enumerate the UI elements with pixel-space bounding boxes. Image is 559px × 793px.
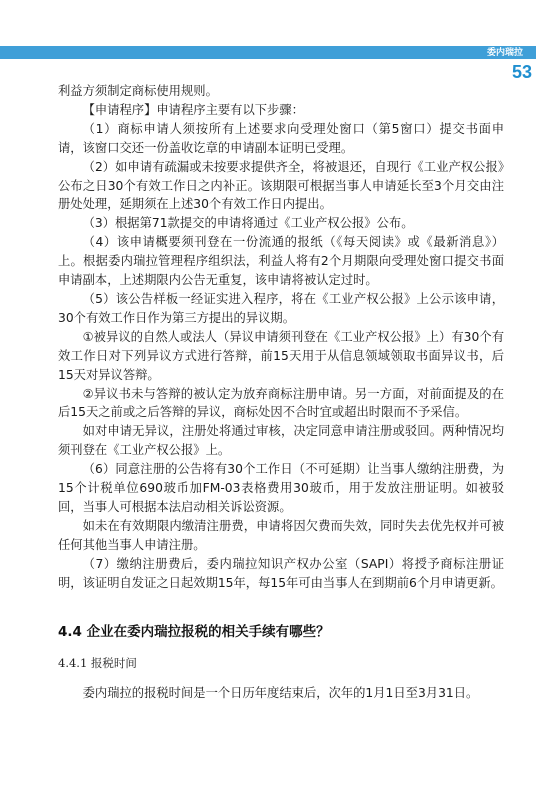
body-text [58, 82, 504, 592]
body-paragraph: （4）该申请概要须刊登在一份流通的报纸（《每天阅读》或《最新消息》）上。根据委内瑞拉管理程序组织法，利益人将有2个月期限向受理处窗口提交书面申请副本，上述期限内公告无重复，该申请将被认定过时。 [58, 235, 504, 288]
body-paragraph: （7）缴纳注册费后，委内瑞拉知识产权办公室（SAPI）将授予商标注册证明，该证明自发证之日起效期15年，每15年可由当事人在到期前6个月申请更新。 [58, 556, 504, 590]
body-paragraph: 【申请程序】申请程序主要有以下步骤： [82, 102, 304, 117]
subsection-paragraph: 委内瑞拉的报税时间是一个日历年度结束后，次年的1月1日至3月31日。 [82, 686, 479, 700]
subsection-title: 4.4.1 报税时间 [58, 656, 137, 670]
body-paragraph: 如对申请无异议，注册处将通过审核，决定同意申请注册或驳回。两种情况均须刊登在《工业产权公报》上。 [58, 424, 504, 458]
running-header-label: 委内瑞拉 [486, 48, 523, 58]
page-number: 53 [512, 62, 533, 82]
body-paragraph: ①被异议的自然人或法人（异议申请须刊登在《工业产权公报》上）有30个有效工作日对下列异议方式进行答辩，前15天用于从信息领域领取书面异议书，后15天对异议答辩。 [58, 329, 504, 382]
body-paragraph: 如未在有效期限内缴清注册费，申请将因欠费而失效，同时失去优先权并可被任何其他当事人申请注册。 [58, 518, 504, 552]
body-paragraph: 利益方须制定商标使用规则。 [58, 84, 218, 98]
body-paragraph: （5）该公告样板一经证实进入程序，将在《工业产权公报》上公示该申请，30个有效工作日作为第三方提出的异议期。 [58, 291, 504, 325]
body-paragraph: （6）同意注册的公告将有30个工作日（不可延期）让当事人缴纳注册费，为15个计税单位690玻币加FM-03表格费用30玻币，用于发放注册证明。如被驳回，当事人可根据本法启动相关诉讼资源。 [58, 462, 504, 514]
body-paragraph: （1）商标申请人须按所有上述要求向受理处窗口（第5窗口）提交书面申请，该窗口交还一份盖收讫章的申请副本证明已受理。 [58, 121, 504, 155]
header-bar [0, 46, 536, 59]
section-title: 4.4 企业在委内瑞拉报税的相关手续有哪些？ [58, 624, 330, 640]
body-paragraph: （3）根据第71款提交的申请将通过《工业产权公报》公布。 [82, 216, 414, 231]
body-paragraph: （2）如申请有疏漏或未按要求提供齐全，将被退还，自现行《工业产权公报》公布之日30个有效工作日之内补正。该期限可根据当事人申请延长至3个月交由注册处处理，延期须在上述30个有效工作日内提出。 [58, 159, 504, 212]
body-paragraph: ②异议书未与答辩的被认定为放弃商标注册申请。另一方面，对前面提及的在后15天之前或之后答辩的异议，商标处因不合时宜或超出时限而不予采信。 [58, 386, 504, 420]
